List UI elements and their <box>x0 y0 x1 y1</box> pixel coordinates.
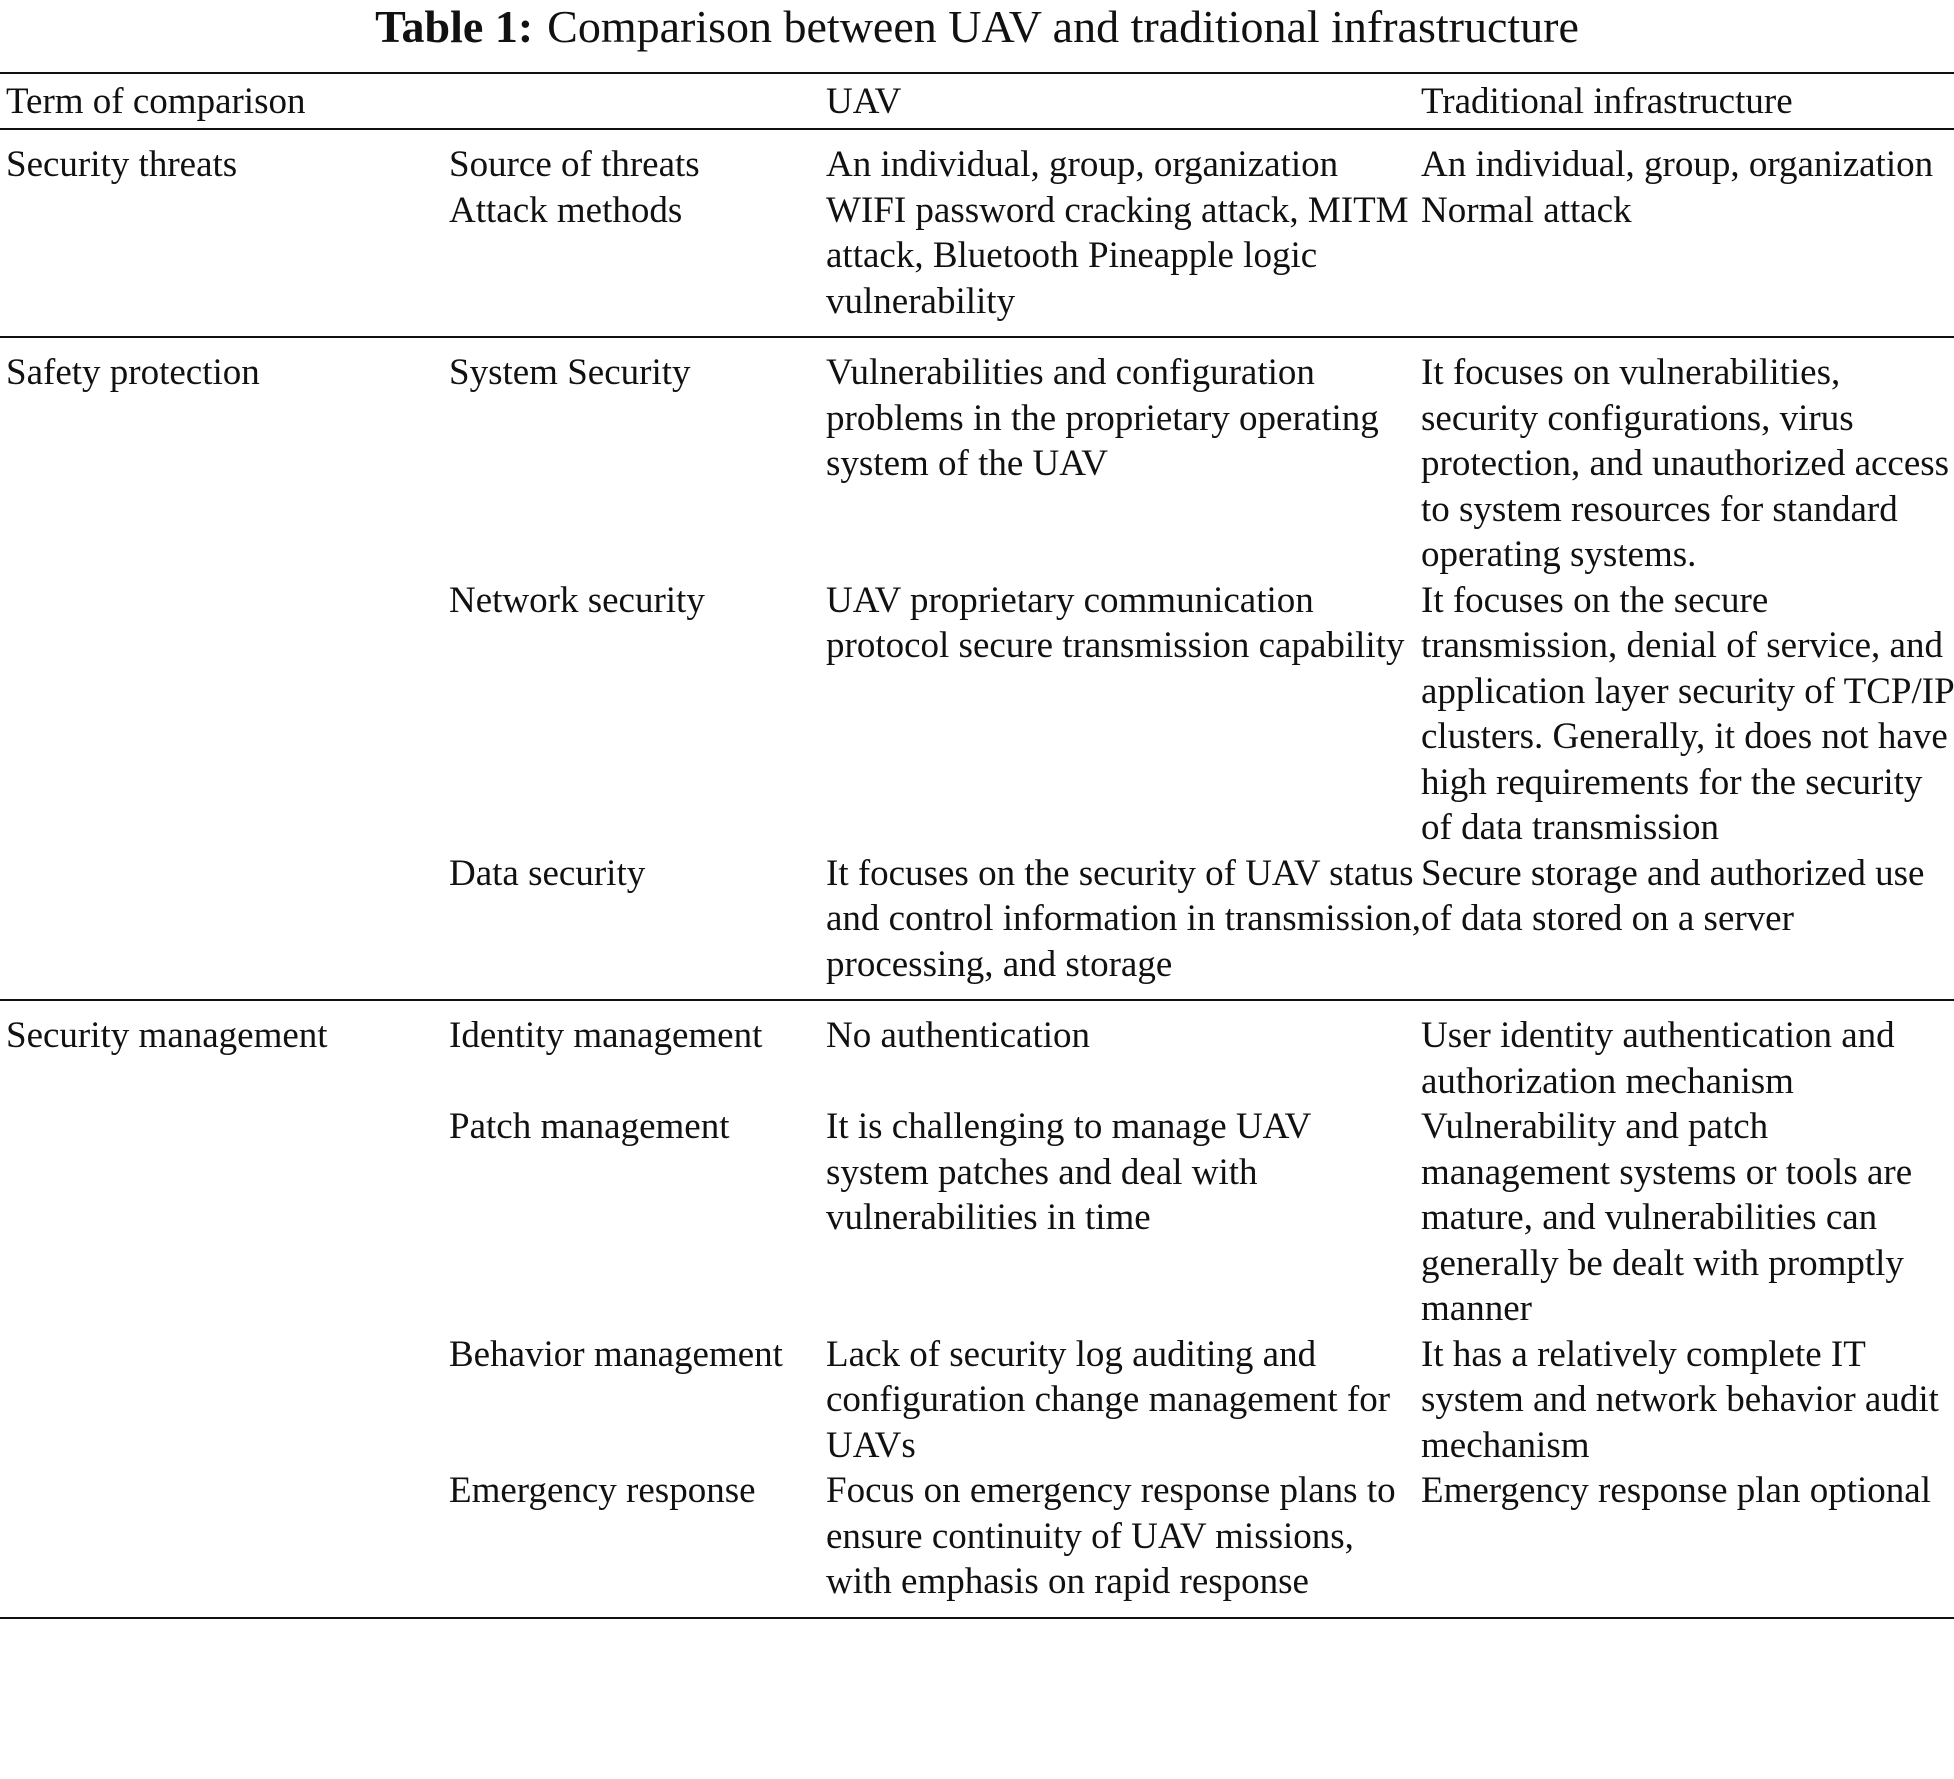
uav-cell: An individual, group, organization <box>826 144 1339 185</box>
uav-cell: UAV proprietary communication protocol secure transmission capability <box>826 579 1405 666</box>
table-row <box>0 578 1954 851</box>
aspect-cell: Network security <box>449 579 705 621</box>
traditional-cell: It focuses on the secure transmission, denial of service, and application layer security of TCP/IP clusters. Generally, it does not have high requirements for the security of data transmission <box>1421 579 1954 848</box>
aspect-cell: Patch management <box>449 1106 730 1147</box>
uav-cell: Vulnerabilities and configuration problems in the proprietary operating system of the UAV <box>826 352 1379 484</box>
table-row <box>0 188 1954 338</box>
category-cell-empty <box>0 1468 443 1618</box>
category-cell-empty <box>0 1104 443 1332</box>
table-row <box>0 129 1954 188</box>
traditional-cell: An individual, group, organization <box>1421 144 1934 185</box>
table-row <box>0 851 1954 1001</box>
category-cell-empty <box>0 1332 443 1469</box>
aspect-cell: Data security <box>449 852 646 894</box>
table-caption <box>0 0 1954 52</box>
category-cell: Security threats <box>6 144 238 185</box>
aspect-cell: Attack methods <box>449 189 683 231</box>
group-security-management <box>0 1000 1954 1618</box>
header-term-of-comparison: Term of comparison <box>6 81 306 122</box>
table-row <box>0 1104 1954 1332</box>
caption-label: Table 1: <box>375 1 534 52</box>
aspect-cell: Identity management <box>449 1015 763 1056</box>
category-cell: Safety protection <box>6 352 260 393</box>
uav-cell: Lack of security log auditing and configuration change management for UAVs <box>826 1333 1391 1466</box>
category-cell: Security management <box>6 1015 328 1056</box>
comparison-table <box>0 72 1954 1619</box>
aspect-cell: Source of threats <box>449 144 700 185</box>
category-cell-empty <box>0 188 443 338</box>
table-row <box>0 1000 1954 1104</box>
uav-cell: Focus on emergency response plans to ensure continuity of UAV missions, with emphasis on rapid response <box>826 1470 1396 1602</box>
uav-cell: It focuses on the security of UAV status and control information in transmission, processing, and storage <box>826 852 1421 985</box>
group-security-threats <box>0 129 1954 337</box>
traditional-cell: Vulnerability and patch management systems or tools are mature, and vulnerabilities can generally be dealt with promptly manner <box>1421 1106 1913 1329</box>
table-row <box>0 337 1954 578</box>
caption-text: Comparison between UAV and traditional infrastructure <box>547 1 1579 52</box>
table-row <box>0 1332 1954 1469</box>
header-blank <box>443 73 826 129</box>
aspect-cell: Emergency response <box>449 1470 756 1511</box>
category-cell-empty <box>0 578 443 851</box>
uav-cell: No authentication <box>826 1015 1091 1056</box>
traditional-cell: User identity authentication and authorization mechanism <box>1421 1015 1895 1102</box>
uav-cell: WIFI password cracking attack, MITM attack, Bluetooth Pineapple logic vulnerability <box>826 189 1409 322</box>
header-traditional: Traditional infrastructure <box>1421 81 1793 122</box>
traditional-cell: It focuses on vulnerabilities, security configurations, virus protection, and unauthorized access to system resources for standard operating systems. <box>1421 352 1950 575</box>
header-row <box>0 73 1954 129</box>
group-safety-protection <box>0 337 1954 1000</box>
traditional-cell: Secure storage and authorized use of data stored on a server <box>1421 852 1925 939</box>
aspect-cell: Behavior management <box>449 1333 783 1375</box>
traditional-cell: Normal attack <box>1421 189 1632 231</box>
header-uav: UAV <box>826 81 902 122</box>
aspect-cell: System Security <box>449 352 691 393</box>
traditional-cell: It has a relatively complete IT system and network behavior audit mechanism <box>1421 1333 1939 1466</box>
uav-cell: It is challenging to manage UAV system patches and deal with vulnerabilities in time <box>826 1106 1311 1238</box>
category-cell-empty <box>0 851 443 1001</box>
table-row <box>0 1468 1954 1618</box>
traditional-cell: Emergency response plan optional <box>1421 1470 1931 1511</box>
